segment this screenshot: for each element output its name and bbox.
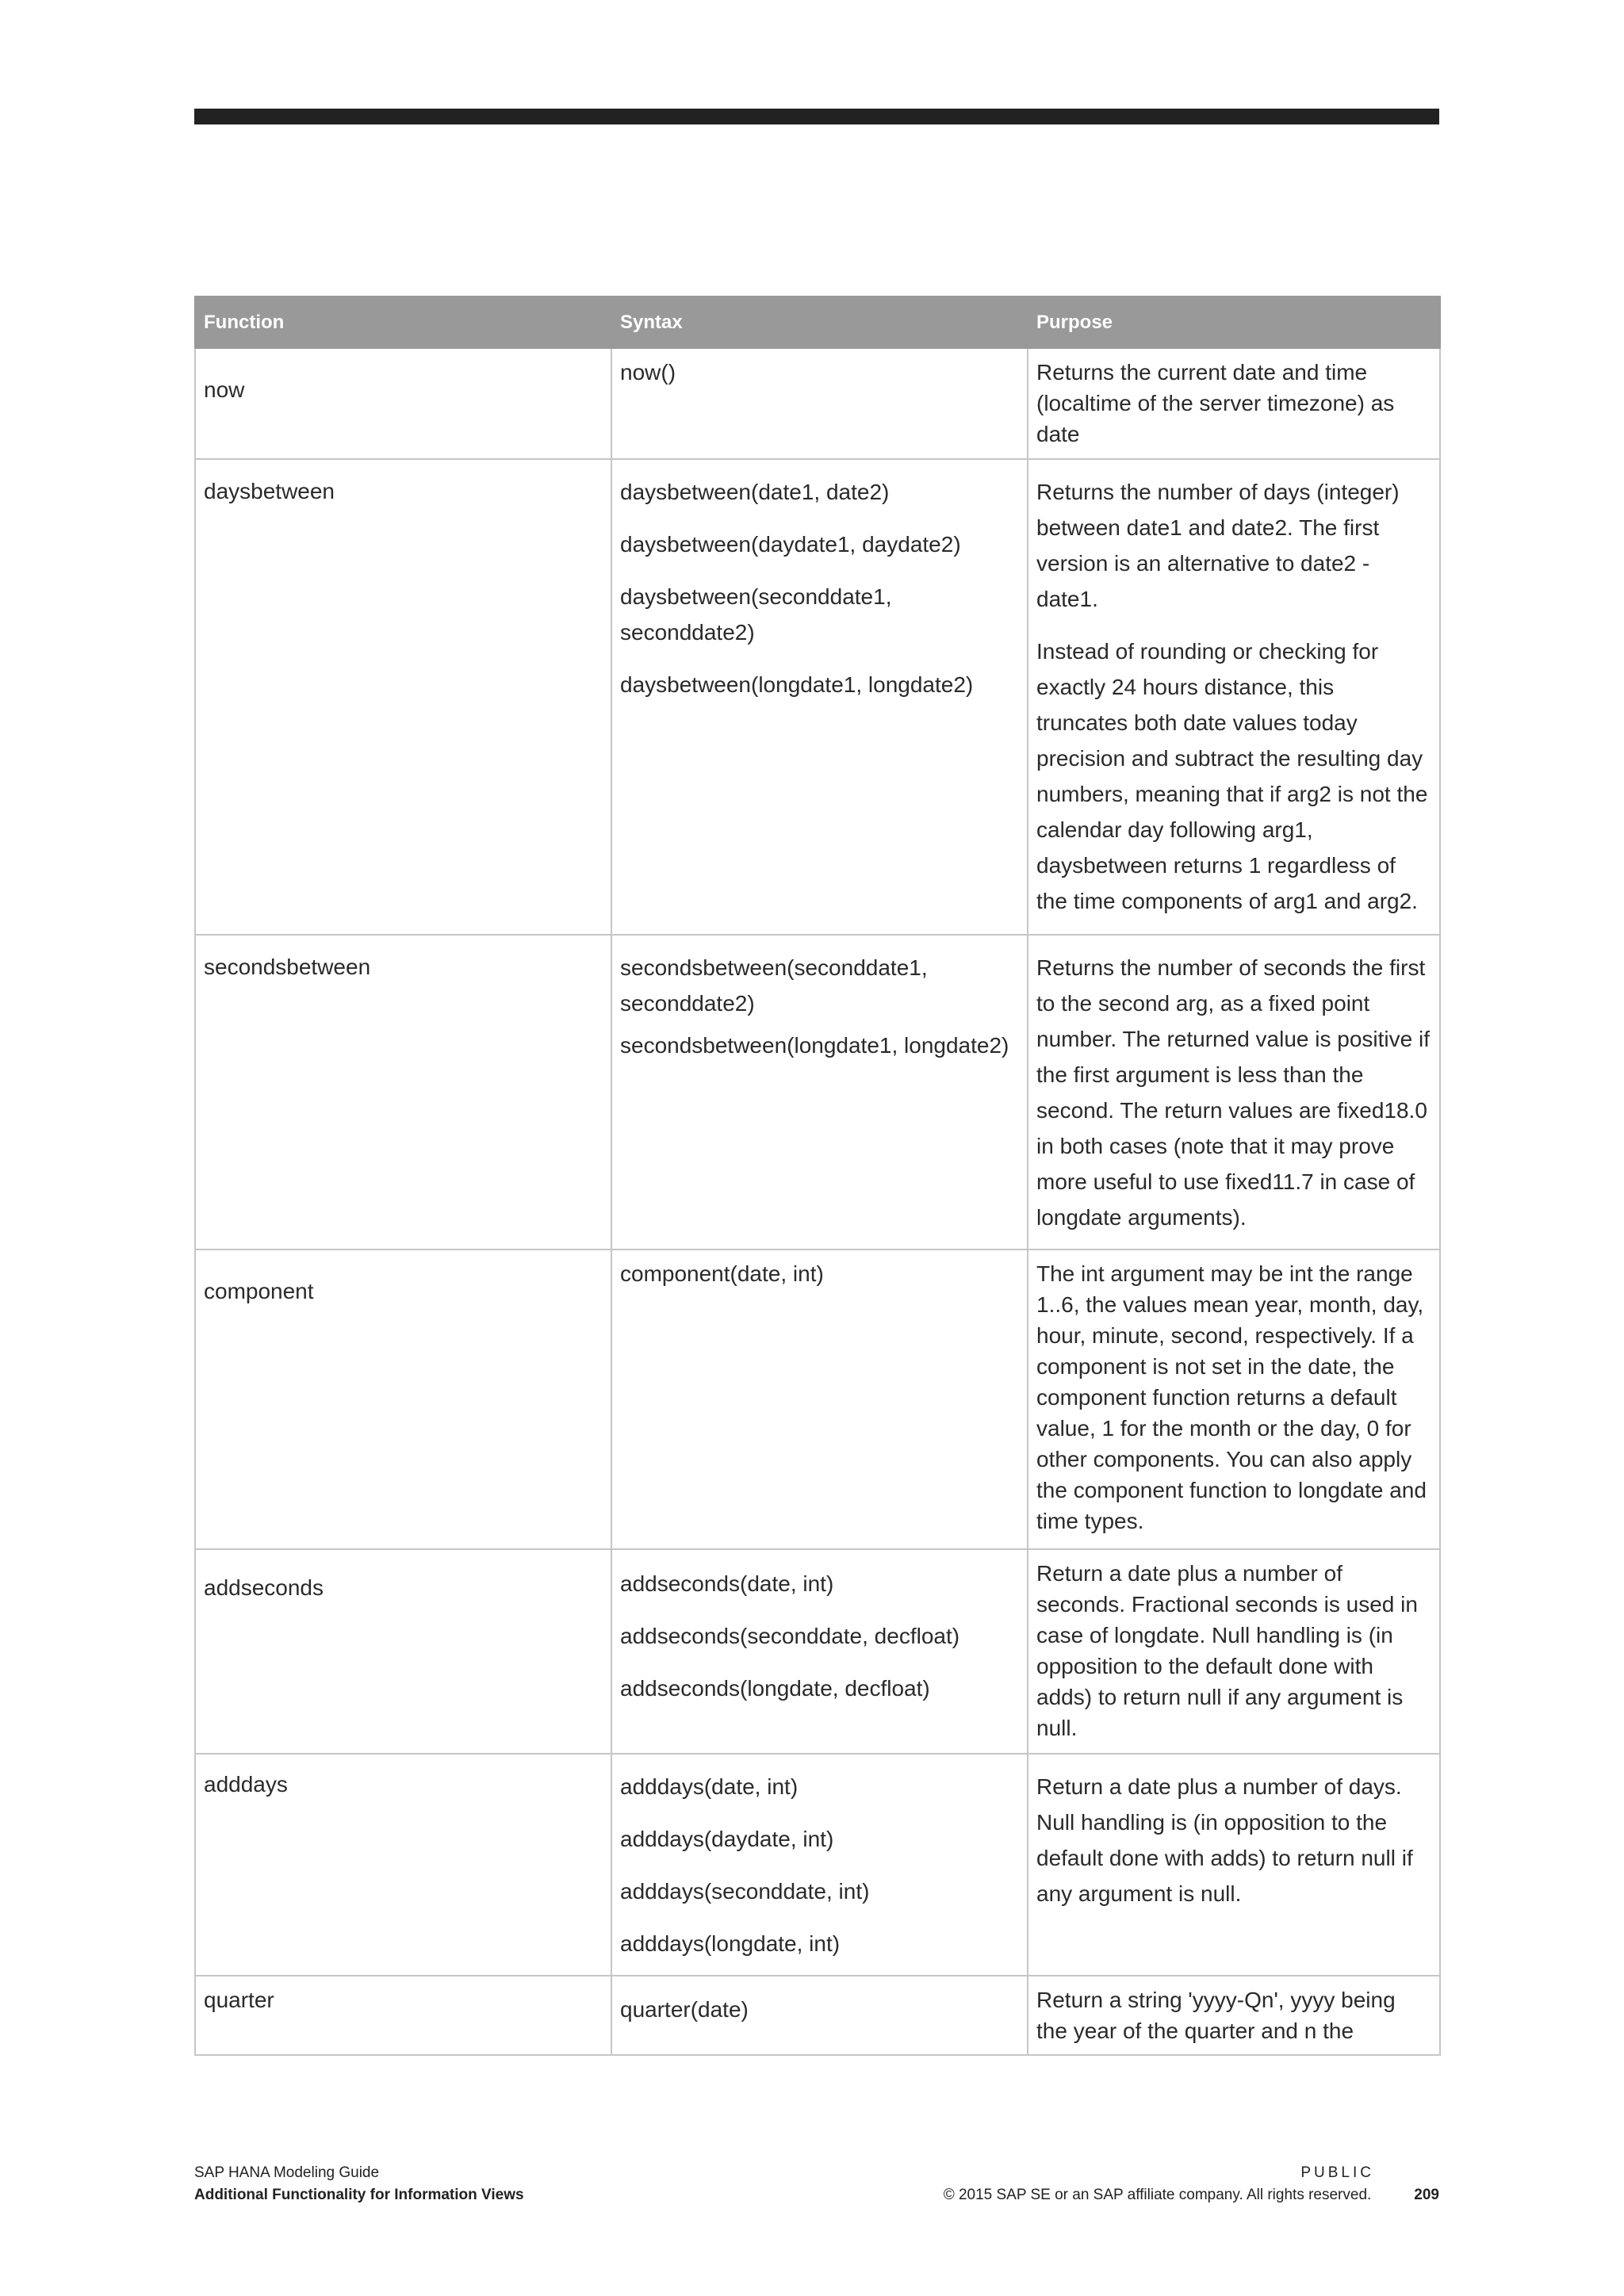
syntax-cell — [611, 1976, 1028, 2055]
syntax-cell — [611, 459, 1028, 935]
function-cell — [195, 1249, 611, 1549]
header-rule — [194, 109, 1439, 124]
syntax-line: adddays(date, int) — [620, 1774, 799, 1799]
table-row — [195, 1549, 1440, 1754]
function-cell — [195, 459, 611, 935]
section-title: Additional Functionality for Information Views — [194, 2187, 524, 2203]
syntax-cell — [611, 348, 1028, 459]
classification-label: PUBLIC — [1300, 2164, 1374, 2181]
function-name: now — [204, 377, 245, 402]
column-header-purpose: Purpose — [1028, 297, 1440, 348]
page-number: 209 — [1414, 2187, 1439, 2203]
function-name: quarter — [204, 1988, 274, 2012]
purpose-cell — [1028, 1549, 1440, 1754]
guide-title: SAP HANA Modeling Guide — [194, 2164, 380, 2181]
footer-left — [194, 2162, 524, 2206]
purpose-paragraph: Return a date plus a number of days. Null handling is (in opposition to the default done with adds) to return null if any argument is null. — [1036, 1774, 1413, 1906]
purpose-cell — [1028, 348, 1440, 459]
syntax-line: daysbetween(daydate1, daydate2) — [620, 532, 961, 557]
syntax-cell — [611, 1249, 1028, 1549]
syntax-line: adddays(longdate, int) — [620, 1931, 841, 1956]
purpose-paragraph: Instead of rounding or checking for exactly 24 hours distance, this truncates both date values today precision and subtract the resulting day numbers, meaning that if arg2 is not the calendar day following arg1, daysbetween returns 1 regardless of the time components of arg1 and arg2. — [1036, 639, 1428, 913]
purpose-paragraph: Return a string 'yyyy-Qn', yyyy being the year of the quarter and n the — [1036, 1988, 1396, 2043]
purpose-cell — [1028, 1976, 1440, 2055]
function-cell — [195, 1976, 611, 2055]
syntax-line: adddays(daydate, int) — [620, 1827, 834, 1851]
table-row — [195, 1754, 1440, 1976]
copyright-line — [944, 2184, 1439, 2206]
function-table — [194, 296, 1441, 2056]
function-cell — [195, 348, 611, 459]
purpose-cell — [1028, 459, 1440, 935]
table-row — [195, 1976, 1440, 2055]
purpose-paragraph: Returns the number of days (integer) between date1 and date2. The first version is an alternative to date2 - date1. — [1036, 480, 1400, 611]
purpose-paragraph: Return a date plus a number of seconds. Fractional seconds is used in case of longdate. Null handling is (in opposition to the default done with adds) to return null if any argument is null. — [1036, 1561, 1418, 1740]
function-name: addseconds — [204, 1575, 324, 1600]
table-row — [195, 459, 1440, 935]
purpose-paragraph: Returns the current date and time (localtime of the server timezone) as date — [1036, 360, 1395, 446]
function-name: secondsbetween — [204, 955, 371, 979]
table-header-row — [195, 297, 1440, 348]
syntax-line: daysbetween(date1, date2) — [620, 480, 890, 504]
syntax-cell — [611, 1549, 1028, 1754]
syntax-cell — [611, 1754, 1028, 1976]
syntax-line: component(date, int) — [620, 1261, 824, 1286]
syntax-line: adddays(seconddate, int) — [620, 1879, 870, 1904]
column-header-syntax: Syntax — [611, 297, 1028, 348]
syntax-line: daysbetween(longdate1, longdate2) — [620, 672, 974, 697]
syntax-line: now() — [620, 360, 676, 385]
table-row — [195, 935, 1440, 1249]
syntax-line: quarter(date) — [620, 1997, 749, 2022]
function-cell — [195, 1549, 611, 1754]
function-name: component — [204, 1279, 314, 1303]
copyright-text: © 2015 SAP SE or an SAP affiliate company. All rights reserved. — [943, 2187, 1372, 2203]
syntax-cell — [611, 935, 1028, 1249]
purpose-cell — [1028, 1249, 1440, 1549]
syntax-line: secondsbetween(longdate1, longdate2) — [620, 1033, 1009, 1058]
function-name: adddays — [204, 1772, 288, 1797]
function-name: daysbetween — [204, 479, 335, 503]
purpose-paragraph: The int argument may be int the range 1..6, the values mean year, month, day, hour, minute, second, respectively. If a component is not set in the date, the component function returns a default value, 1 for the month or the day, 0 for other components. You can also apply the component function to longdate and time types. — [1036, 1261, 1427, 1533]
function-cell — [195, 935, 611, 1249]
syntax-line: addseconds(longdate, decfloat) — [620, 1676, 930, 1701]
purpose-paragraph: Returns the number of seconds the first to the second arg, as a fixed point number. The returned value is positive if the first argument is less than the second. The return values are fixed18.0 in both cases (note that it may prove more useful to use fixed11.7 in case of longdate arguments). — [1036, 955, 1430, 1230]
purpose-cell — [1028, 1754, 1440, 1976]
purpose-cell — [1028, 935, 1440, 1249]
syntax-line: daysbetween(seconddate1, seconddate2) — [620, 584, 892, 645]
table-row — [195, 1249, 1440, 1549]
function-cell — [195, 1754, 611, 1976]
column-header-function: Function — [195, 297, 611, 348]
footer-right — [944, 2162, 1439, 2206]
syntax-line: secondsbetween(seconddate1, seconddate2) — [620, 955, 928, 1016]
syntax-line: addseconds(date, int) — [620, 1571, 834, 1596]
syntax-line: addseconds(seconddate, decfloat) — [620, 1624, 960, 1648]
table-row — [195, 348, 1440, 459]
